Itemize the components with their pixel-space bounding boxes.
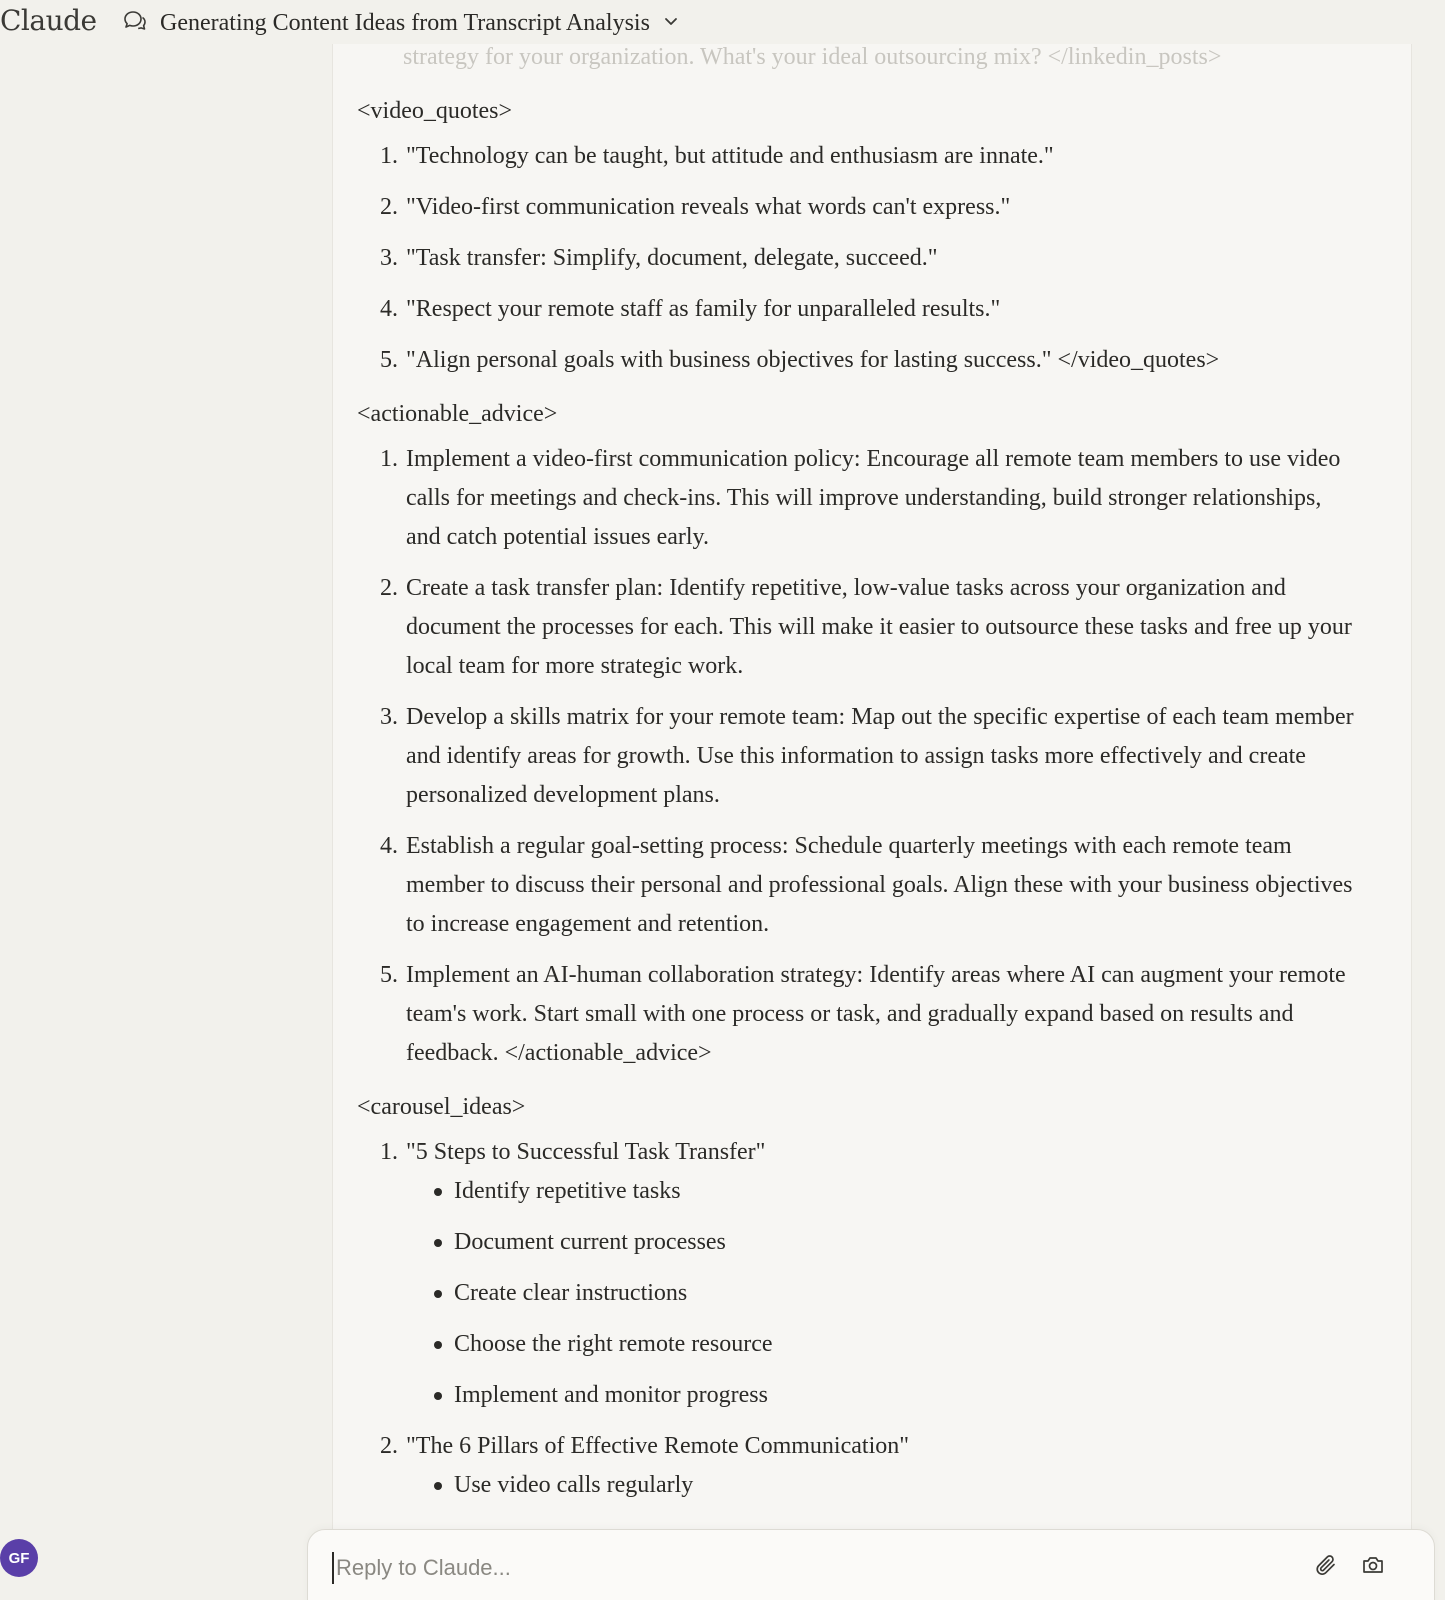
bullet-item: Choose the right remote resource xyxy=(454,1325,1357,1364)
video-quotes-open-tag: <video_quotes> xyxy=(357,98,513,124)
screenshot-button[interactable] xyxy=(1358,1552,1388,1582)
actionable-advice-list xyxy=(357,440,1357,1073)
bullet-item: Implement and monitor progress xyxy=(454,1376,1357,1415)
list-item: 2. "Video-first communication reveals what words can't express." xyxy=(404,188,1357,227)
chat-title: Generating Content Ideas from Transcript Analysis xyxy=(160,10,650,36)
list-item: 3. "Task transfer: Simplify, document, delegate, succeed." xyxy=(404,239,1357,278)
chevron-down-icon xyxy=(662,12,680,35)
list-item: 4. Establish a regular goal-setting process: Schedule quarterly meetings with each remote team member to discuss their personal and professional goals. Align these with your business objectives to increase engagement and retention. xyxy=(404,827,1357,944)
list-item: 2. Create a task transfer plan: Identify repetitive, low-value tasks across your organization and document the processes for each. This will make it easier to outsource these tasks and free up your local team for more strategic work. xyxy=(404,569,1357,686)
chat-title-button[interactable] xyxy=(122,8,680,39)
paperclip-icon xyxy=(1314,1553,1338,1582)
chat-bubbles-icon xyxy=(122,8,148,39)
list-item: 3. Develop a skills matrix for your remote team: Map out the specific expertise of each team member and identify areas for growth. Use this information to assign tasks more effectively and create personalized development plans. xyxy=(404,698,1357,815)
actionable-advice-open-tag: <actionable_advice> xyxy=(357,401,558,427)
attach-button[interactable] xyxy=(1311,1552,1341,1582)
header xyxy=(0,0,1445,44)
carousel-ideas-list xyxy=(357,1133,1357,1505)
bullet-item: Document current processes xyxy=(454,1223,1357,1262)
carousel-idea-title: "The 6 Pillars of Effective Remote Communication" xyxy=(406,1433,910,1459)
camera-icon xyxy=(1361,1553,1385,1582)
list-item: 1. Implement a video-first communication policy: Encourage all remote team members to use video calls for meetings and check-ins. This will improve understanding, build stronger relationships, and catch potential issues early. xyxy=(404,440,1357,557)
message-content xyxy=(357,89,1357,1517)
faded-message-text: strategy for your organization. What's your ideal outsourcing mix? </linkedin_posts> xyxy=(403,44,1222,70)
bullet-item: Create clear instructions xyxy=(454,1274,1357,1313)
carousel-idea-bullets xyxy=(406,1172,1357,1415)
list-item: 4. "Respect your remote staff as family for unparalleled results." xyxy=(404,290,1357,329)
carousel-idea-item xyxy=(404,1133,1357,1415)
reply-composer xyxy=(307,1529,1435,1600)
avatar[interactable]: GF xyxy=(0,1539,38,1577)
bullet-item: Use video calls regularly xyxy=(454,1466,1357,1505)
carousel-idea-title: "5 Steps to Successful Task Transfer" xyxy=(406,1139,766,1165)
list-item: 5. "Align personal goals with business objectives for lasting success." </video_quotes> xyxy=(404,341,1357,380)
carousel-idea-item xyxy=(404,1427,1357,1505)
bullet-item: Identify repetitive tasks xyxy=(454,1172,1357,1211)
app-logo[interactable]: Claude xyxy=(0,4,97,37)
list-item: 1. "Technology can be taught, but attitude and enthusiasm are innate." xyxy=(404,137,1357,176)
assistant-message xyxy=(332,44,1412,1554)
list-item: 5. Implement an AI-human collaboration strategy: Identify areas where AI can augment your remote team's work. Start small with one process or task, and gradually expand based on results and feedback. </actionable_advice> xyxy=(404,956,1357,1073)
video-quotes-list xyxy=(357,137,1357,380)
carousel-ideas-open-tag: <carousel_ideas> xyxy=(357,1094,526,1120)
reply-input[interactable] xyxy=(332,1552,1278,1584)
carousel-idea-bullets xyxy=(406,1466,1357,1505)
